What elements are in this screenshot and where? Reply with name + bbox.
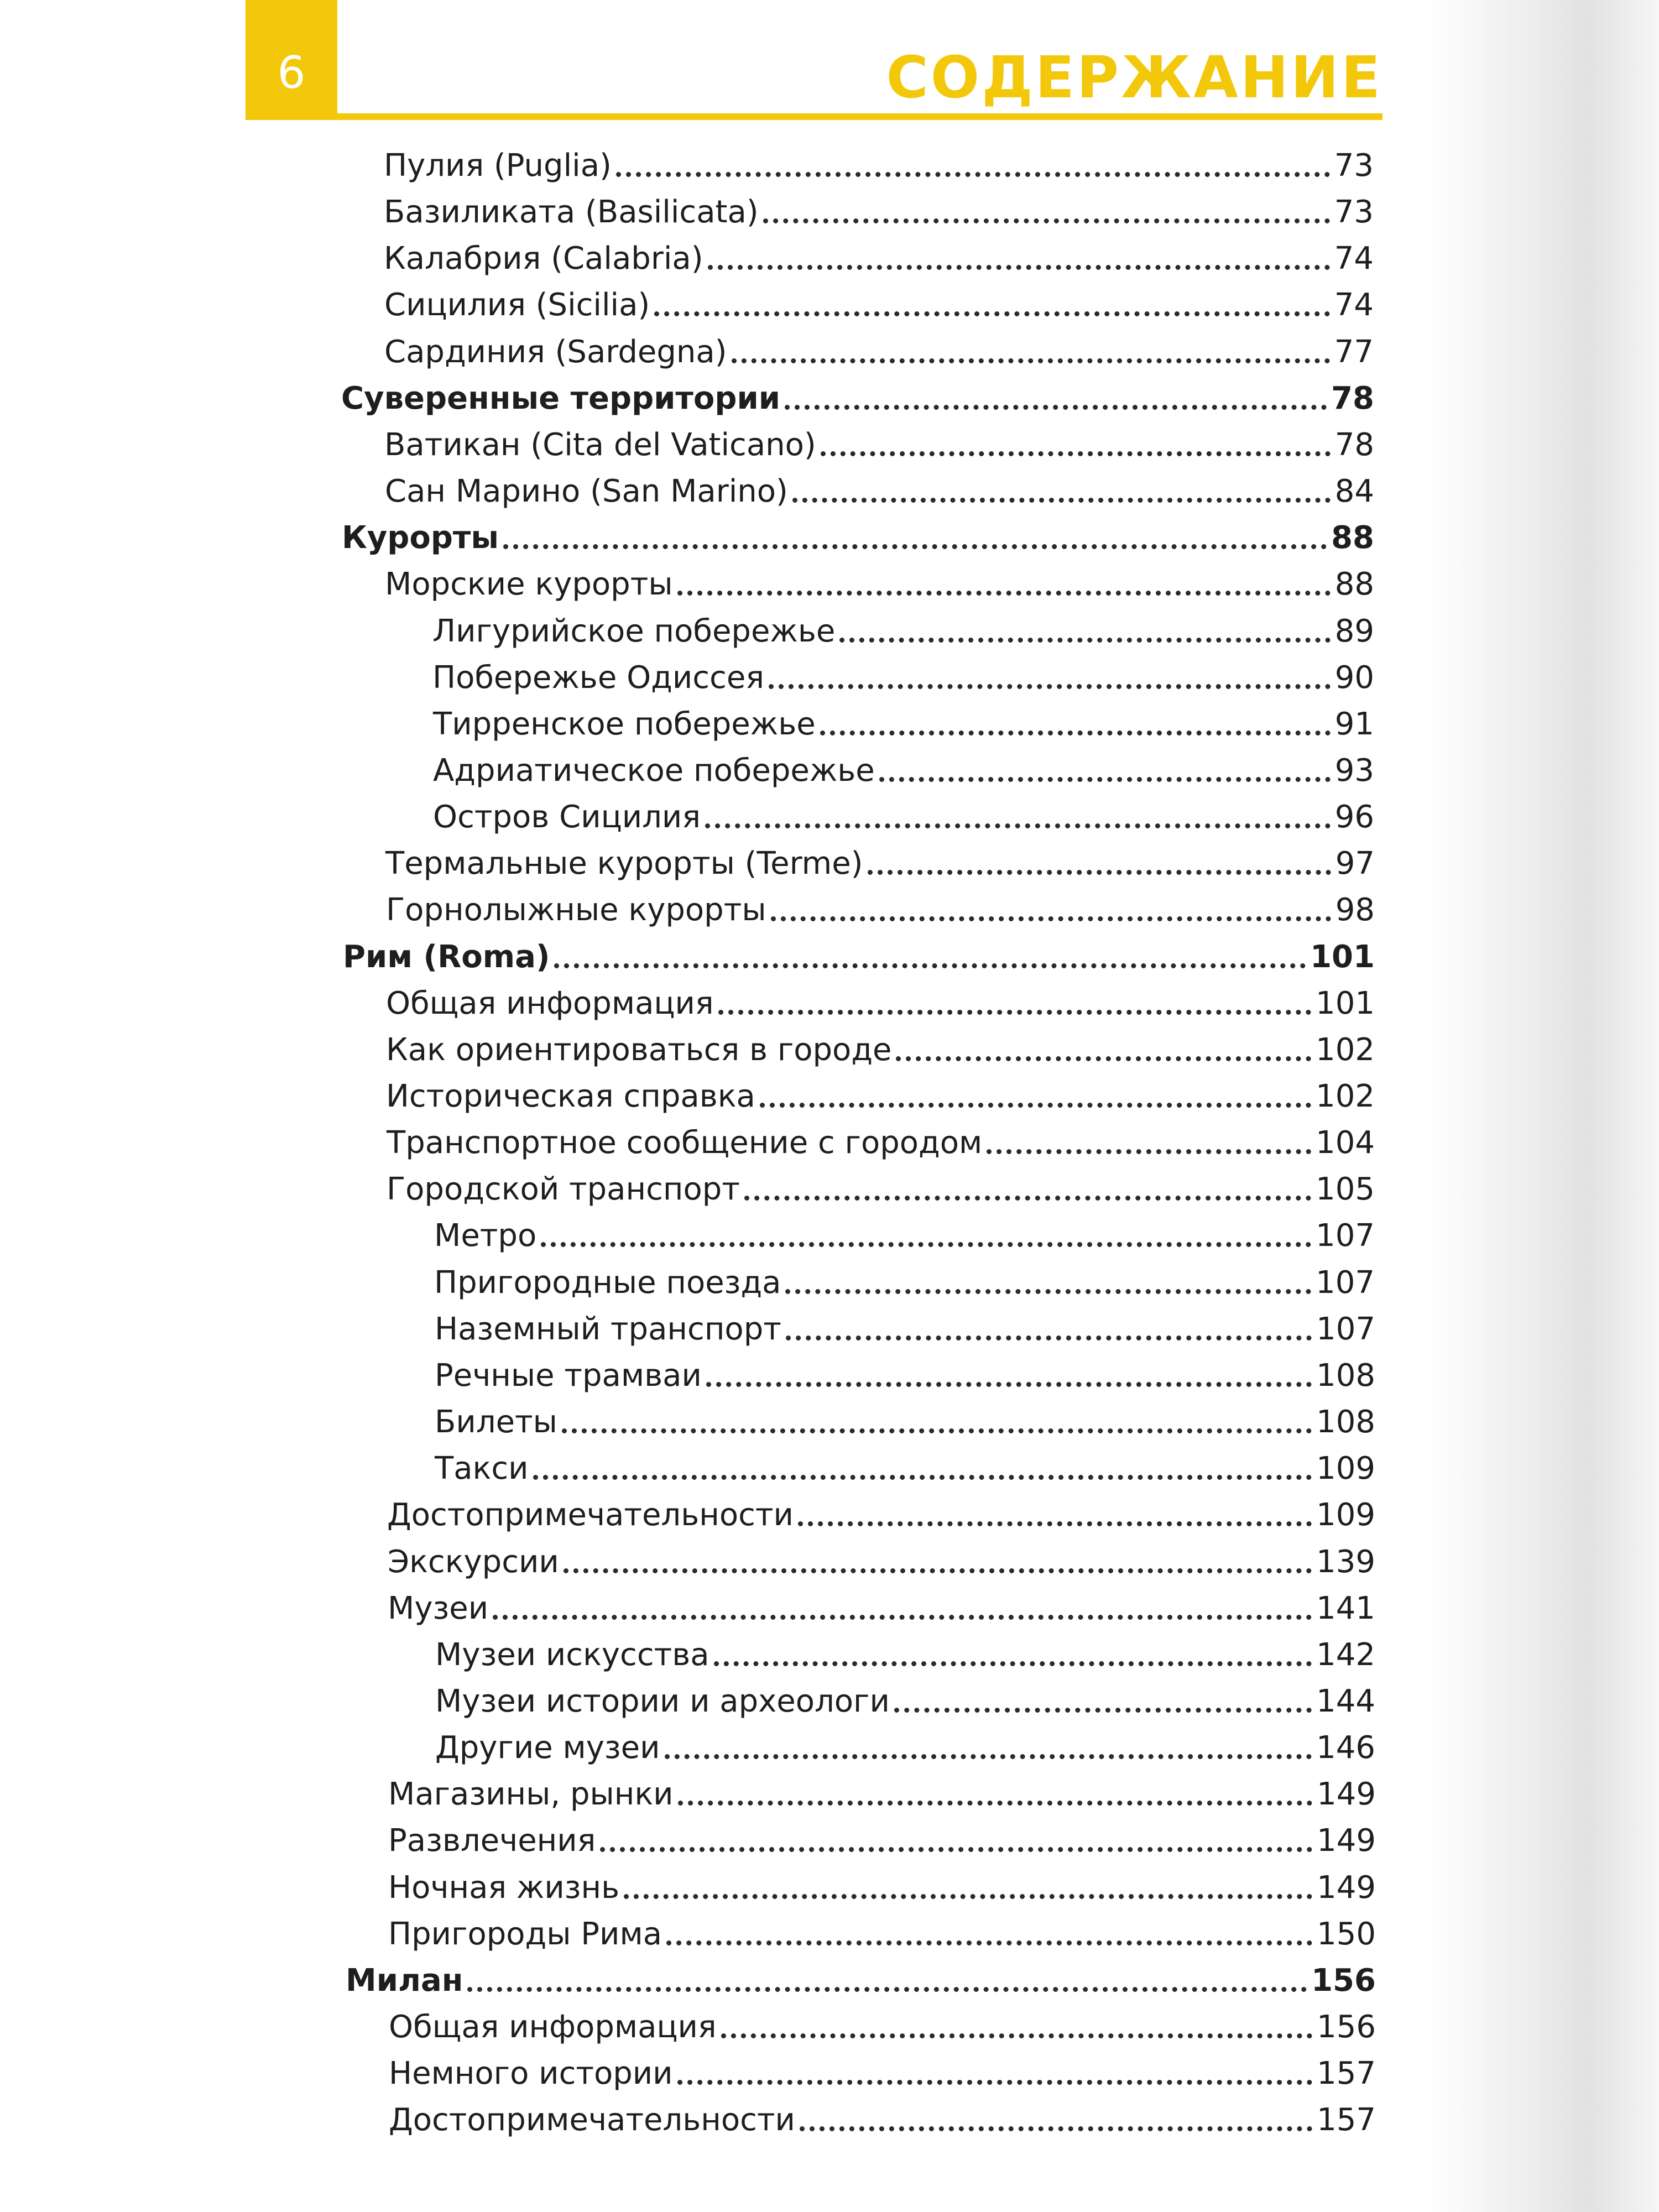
dot-leader — [769, 684, 1331, 689]
dot-leader — [665, 1754, 1312, 1759]
toc-entry — [384, 279, 1374, 325]
dot-leader — [706, 1382, 1312, 1387]
dot-leader — [763, 218, 1330, 223]
toc-entry — [434, 1209, 1375, 1256]
toc-entry-title: Как ориентироваться в городе — [386, 1032, 892, 1068]
toc-entry — [386, 977, 1375, 1024]
dot-leader — [677, 591, 1331, 596]
toc-entry-title: Историческая справка — [386, 1078, 755, 1114]
toc-entry-page: 157 — [1317, 2056, 1376, 2091]
toc-entry — [388, 1908, 1376, 1954]
toc-entry-title: Ночная жизнь — [388, 1870, 620, 1906]
toc-entry — [388, 1814, 1376, 1861]
dot-leader — [541, 1242, 1311, 1247]
toc-entry-title: Музеи — [388, 1590, 489, 1626]
toc-entry — [342, 512, 1374, 558]
toc-entry-page: 89 — [1334, 613, 1374, 649]
toc-entry-page: 141 — [1316, 1590, 1375, 1626]
toc-entry-title: Сицилия (Sicilia) — [384, 287, 650, 323]
toc-entry — [435, 1396, 1375, 1442]
toc-entry — [341, 372, 1374, 419]
dot-leader — [771, 916, 1331, 921]
toc-entry — [432, 651, 1374, 698]
toc-entry — [434, 1256, 1375, 1303]
toc-entry — [388, 1768, 1376, 1814]
dot-leader — [678, 1801, 1313, 1806]
toc-entry — [388, 1536, 1375, 1582]
toc-entry-title: Пригородные поезда — [434, 1265, 781, 1301]
toc-entry-title: Побережье Одиссея — [432, 660, 764, 696]
dot-leader — [896, 1056, 1311, 1061]
toc-entry-page: 107 — [1316, 1311, 1375, 1347]
toc-entry — [433, 791, 1374, 837]
dot-leader — [868, 870, 1331, 875]
toc-entry-page: 139 — [1316, 1544, 1375, 1580]
dot-leader — [732, 358, 1330, 363]
toc-entry — [384, 139, 1374, 186]
toc-entry-title: Базиликата (Basilicata) — [384, 194, 759, 230]
toc-entry-title: Адриатическое побережье — [433, 753, 875, 789]
toc-entry — [385, 558, 1374, 604]
dot-leader — [894, 1708, 1312, 1713]
toc-entry-page: 142 — [1316, 1637, 1375, 1673]
toc-entry-page: 88 — [1334, 566, 1374, 602]
toc-entry-page: 77 — [1334, 334, 1374, 370]
toc-entry — [384, 419, 1374, 465]
dot-leader — [624, 1894, 1312, 1899]
toc-entry — [388, 1582, 1375, 1629]
toc-entry-page: 73 — [1334, 148, 1374, 184]
toc-entry-page: 108 — [1316, 1358, 1375, 1394]
dot-leader — [879, 777, 1331, 782]
toc-entry-title: Суверенные территории — [341, 380, 780, 416]
dot-leader — [820, 731, 1331, 735]
toc-entry-page: 146 — [1316, 1730, 1375, 1766]
toc-entry-title: Достопримечательности — [389, 2102, 795, 2138]
toc-entry-title: Магазины, рынки — [388, 1776, 674, 1812]
dot-leader — [721, 2033, 1312, 2038]
toc-entry — [435, 1721, 1375, 1768]
toc-entry-page: 74 — [1334, 241, 1374, 276]
toc-entry-page: 78 — [1331, 380, 1374, 416]
dot-leader — [786, 1335, 1312, 1340]
toc-entry-page: 149 — [1317, 1823, 1376, 1859]
toc-entry — [386, 1070, 1375, 1117]
toc-entry-page: 156 — [1311, 1963, 1376, 1999]
toc-entry-page: 102 — [1316, 1032, 1375, 1068]
toc-entry-page: 88 — [1331, 520, 1374, 556]
toc-entry-title: Калабрия (Calabria) — [384, 241, 703, 276]
toc-entry — [386, 1024, 1375, 1070]
toc-entry-page: 97 — [1335, 846, 1375, 881]
toc-entry-title: Милан — [346, 1963, 463, 1999]
toc-entry-title: Морские курорты — [385, 566, 673, 602]
dot-leader — [987, 1149, 1311, 1154]
toc-entry-title: Развлечения — [388, 1823, 596, 1859]
dot-leader — [744, 1196, 1311, 1201]
toc-entry-page: 149 — [1317, 1776, 1376, 1812]
dot-leader — [785, 1289, 1311, 1294]
toc-entry-title: Сардиния (Sardegna) — [384, 334, 727, 370]
dot-leader — [708, 265, 1330, 270]
dot-leader — [792, 498, 1331, 503]
dot-leader — [600, 1847, 1312, 1852]
toc-entry-title: Остров Сицилия — [433, 799, 701, 835]
toc-entry-page: 108 — [1316, 1404, 1375, 1440]
toc-entry-title: Пулия (Puglia) — [384, 148, 612, 184]
toc-entry-page: 157 — [1317, 2102, 1376, 2138]
toc-entry — [389, 2094, 1376, 2140]
toc-entry-page: 109 — [1316, 1451, 1375, 1486]
toc-entry-page: 78 — [1334, 427, 1374, 463]
dot-leader — [800, 2126, 1312, 2131]
dot-leader — [666, 1940, 1312, 1945]
toc-entry-page: 91 — [1334, 706, 1374, 742]
toc-entry — [432, 605, 1374, 651]
toc-entry — [435, 1349, 1375, 1396]
toc-entry-title: Сан Марино (San Marino) — [385, 473, 788, 509]
toc-entry-page: 150 — [1317, 1916, 1376, 1952]
toc-entry-title: Ватикан (Cita del Vaticano) — [384, 427, 816, 463]
toc-entry-page: 96 — [1334, 799, 1374, 835]
dot-leader — [493, 1615, 1312, 1620]
toc-entry — [384, 232, 1374, 279]
toc-entry — [346, 1954, 1376, 2001]
toc-entry-title: Немного истории — [389, 2056, 673, 2091]
toc-entry-title: Экскурсии — [388, 1544, 559, 1580]
toc-entry — [433, 698, 1374, 744]
toc-entry — [387, 1489, 1375, 1535]
toc-entry-page: 107 — [1316, 1218, 1375, 1254]
toc-entry-page: 93 — [1334, 753, 1374, 789]
dot-leader — [705, 823, 1331, 828]
toc-entry-title: Метро — [434, 1218, 537, 1254]
toc-entry-title: Городской транспорт — [387, 1171, 740, 1207]
toc-entry-title: Термальные курорты (Terme) — [385, 846, 863, 881]
toc-entry-title: Другие музеи — [435, 1730, 660, 1766]
dot-leader — [714, 1661, 1312, 1666]
dot-leader — [564, 1568, 1312, 1573]
toc-entry-page: 102 — [1316, 1078, 1375, 1114]
toc-entry — [387, 1163, 1375, 1209]
toc-entry-page: 98 — [1335, 892, 1375, 928]
dot-leader — [562, 1428, 1312, 1433]
dot-leader — [760, 1103, 1311, 1108]
toc-entry-page: 107 — [1316, 1265, 1375, 1301]
toc-entry-page: 144 — [1316, 1683, 1375, 1719]
toc-entry — [387, 1117, 1375, 1163]
dot-leader — [533, 1475, 1312, 1480]
dot-leader — [467, 1987, 1307, 1992]
toc-entry — [384, 186, 1374, 232]
toc-entry-title: Достопримечательности — [387, 1497, 794, 1533]
toc-entry-title: Горнолыжные курорты — [386, 892, 766, 928]
toc-entry-page: 74 — [1334, 287, 1374, 323]
toc-entry-title: Общая информация — [389, 2009, 717, 2045]
dot-leader — [839, 638, 1330, 643]
toc-entry-page: 105 — [1316, 1171, 1375, 1207]
toc-entry — [389, 2001, 1376, 2047]
dot-leader — [718, 1010, 1311, 1015]
toc-entry-title: Музеи истории и археологи — [435, 1683, 890, 1719]
dot-leader — [677, 2080, 1313, 2085]
toc-entry-page: 73 — [1334, 194, 1374, 230]
page-number: 6 — [277, 47, 306, 98]
toc-entry-page: 156 — [1317, 2009, 1376, 2045]
toc-entry — [388, 1861, 1376, 1908]
dot-leader — [798, 1521, 1312, 1526]
toc-entry — [343, 931, 1375, 977]
toc-entry-title: Такси — [435, 1451, 529, 1486]
dot-leader — [821, 451, 1331, 456]
toc-entry — [386, 884, 1375, 930]
toc-entry-title: Лигурийское побережье — [432, 613, 836, 649]
toc-entry-page: 109 — [1316, 1497, 1375, 1533]
toc-entry-page: 90 — [1334, 660, 1374, 696]
toc-entry-title: Билеты — [435, 1404, 557, 1440]
toc-entry-title: Общая информация — [386, 985, 714, 1021]
toc-entry — [435, 1629, 1375, 1675]
toc-entry-page: 104 — [1316, 1125, 1375, 1161]
section-title: СОДЕРЖАНИЕ — [886, 44, 1383, 111]
toc-entry — [389, 2047, 1376, 2094]
toc-entry-title: Транспортное сообщение с городом — [387, 1125, 983, 1161]
toc-entry-page: 101 — [1310, 939, 1375, 975]
toc-entry — [433, 744, 1374, 791]
toc-entry-page: 84 — [1334, 473, 1374, 509]
toc-entry-title: Рим (Roma) — [343, 939, 550, 975]
toc-entry-page: 149 — [1317, 1870, 1376, 1906]
toc-entry — [384, 326, 1374, 372]
toc-entry — [435, 1303, 1375, 1349]
toc-entry-title: Тирренское побережье — [433, 706, 816, 742]
toc-entry-title: Музеи искусства — [435, 1637, 709, 1673]
toc-entry-title: Курорты — [342, 520, 499, 556]
toc-entry-title: Наземный транспорт — [435, 1311, 781, 1347]
toc-entry-page: 101 — [1316, 985, 1375, 1021]
dot-leader — [503, 544, 1327, 549]
toc-entry — [385, 837, 1375, 884]
toc-entry — [435, 1442, 1375, 1489]
toc-entry — [435, 1675, 1375, 1721]
toc-entry-title: Речные трамваи — [435, 1358, 702, 1394]
toc-entry — [385, 465, 1374, 512]
dot-leader — [785, 405, 1327, 410]
dot-leader — [654, 311, 1329, 316]
dot-leader — [554, 963, 1306, 968]
toc-entry-title: Пригороды Рима — [388, 1916, 662, 1952]
dot-leader — [616, 172, 1330, 177]
